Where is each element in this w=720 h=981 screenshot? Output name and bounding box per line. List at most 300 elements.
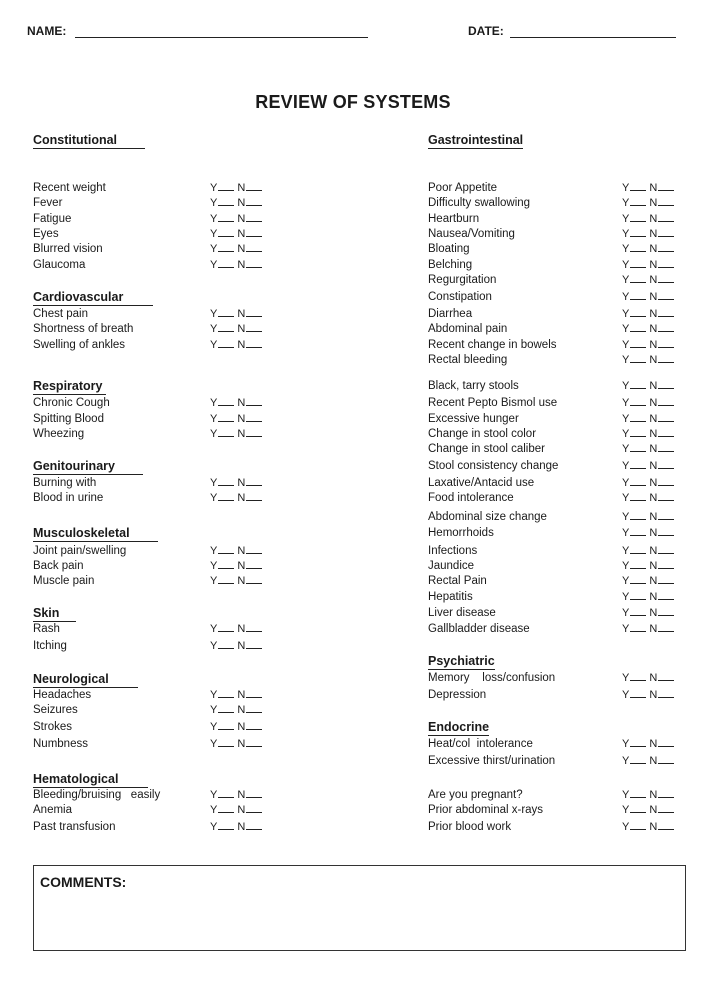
symptom-label: Prior abdominal x-rays	[428, 804, 544, 816]
no-label: N	[237, 308, 246, 320]
yes-blank[interactable]	[218, 396, 234, 406]
no-label: N	[237, 821, 246, 833]
yes-no-answer	[210, 181, 265, 195]
no-blank[interactable]	[246, 803, 262, 813]
no-label: N	[649, 259, 658, 271]
no-blank[interactable]	[246, 544, 262, 554]
no-blank[interactable]	[246, 338, 262, 348]
no-blank[interactable]	[658, 338, 674, 348]
yes-blank[interactable]	[218, 427, 234, 437]
symptom-label: Jaundice	[428, 560, 475, 572]
no-blank[interactable]	[658, 510, 674, 520]
yes-label: Y	[622, 477, 630, 489]
yes-blank[interactable]	[630, 559, 646, 569]
symptom-label: Blood in urine	[33, 492, 104, 504]
no-label: N	[237, 213, 246, 225]
yes-blank[interactable]	[630, 688, 646, 698]
yes-no-answer	[622, 227, 677, 241]
yes-label: Y	[622, 274, 630, 286]
yes-label: Y	[210, 228, 218, 240]
yes-blank[interactable]	[630, 196, 646, 206]
yes-blank[interactable]	[218, 688, 234, 698]
no-blank[interactable]	[246, 688, 262, 698]
no-blank[interactable]	[658, 820, 674, 830]
yes-blank[interactable]	[630, 820, 646, 830]
yes-no-answer	[210, 476, 265, 490]
yes-no-answer	[622, 379, 677, 393]
yes-no-answer	[210, 427, 265, 441]
yes-label: Y	[210, 308, 218, 320]
no-blank[interactable]	[246, 396, 262, 406]
symptom-label: Heartburn	[428, 213, 480, 225]
no-blank[interactable]	[658, 307, 674, 317]
no-blank[interactable]	[658, 412, 674, 422]
yes-no-answer	[622, 396, 677, 410]
no-blank[interactable]	[658, 590, 674, 600]
no-label: N	[649, 339, 658, 351]
yes-no-answer	[210, 803, 265, 817]
yes-label: Y	[210, 689, 218, 701]
section-heading-skin: Skin	[33, 606, 76, 622]
yes-blank[interactable]	[218, 338, 234, 348]
no-label: N	[649, 213, 658, 225]
yes-no-answer	[210, 703, 265, 717]
yes-no-answer	[622, 544, 677, 558]
no-blank[interactable]	[246, 307, 262, 317]
no-blank[interactable]	[658, 526, 674, 536]
symptom-label: Recent weight	[33, 182, 106, 194]
no-label: N	[649, 607, 658, 619]
yes-no-answer	[210, 639, 265, 653]
name-label: NAME:	[27, 24, 67, 38]
yes-label: Y	[210, 182, 218, 194]
symptom-label: Chest pain	[33, 308, 88, 320]
yes-blank[interactable]	[630, 396, 646, 406]
no-blank[interactable]	[658, 574, 674, 584]
no-blank[interactable]	[658, 754, 674, 764]
no-blank[interactable]	[658, 242, 674, 252]
yes-blank[interactable]	[218, 227, 234, 237]
symptom-label: Blurred vision	[33, 243, 103, 255]
no-label: N	[649, 623, 658, 635]
symptom-label: Bloating	[428, 243, 470, 255]
yes-blank[interactable]	[630, 526, 646, 536]
yes-no-answer	[210, 559, 265, 573]
symptom-label: Abdominal pain	[428, 323, 508, 335]
no-label: N	[237, 397, 246, 409]
yes-no-answer	[210, 242, 265, 256]
yes-label: Y	[622, 428, 630, 440]
section-heading-genitourinary: Genitourinary	[33, 459, 143, 475]
yes-no-answer	[210, 688, 265, 702]
no-blank[interactable]	[246, 258, 262, 268]
no-label: N	[649, 308, 658, 320]
yes-no-answer	[622, 622, 677, 636]
no-blank[interactable]	[246, 622, 262, 632]
yes-blank[interactable]	[630, 353, 646, 363]
no-label: N	[649, 380, 658, 392]
yes-blank[interactable]	[218, 181, 234, 191]
symptom-label: Belching	[428, 259, 473, 271]
yes-label: Y	[622, 607, 630, 619]
yes-label: Y	[622, 339, 630, 351]
symptom-label: Glaucoma	[33, 259, 86, 271]
no-label: N	[237, 545, 246, 557]
yes-blank[interactable]	[630, 181, 646, 191]
no-blank[interactable]	[658, 606, 674, 616]
no-blank[interactable]	[658, 181, 674, 191]
yes-blank[interactable]	[630, 212, 646, 222]
no-label: N	[237, 704, 246, 716]
yes-blank[interactable]	[630, 803, 646, 813]
section-heading-hematological: Hematological	[33, 772, 148, 788]
yes-no-answer	[622, 338, 677, 352]
no-blank[interactable]	[658, 196, 674, 206]
symptom-label: Spitting Blood	[33, 413, 104, 425]
symptom-label: Gallbladder disease	[428, 623, 530, 635]
no-blank[interactable]	[658, 396, 674, 406]
symptom-label: Fatigue	[33, 213, 72, 225]
yes-blank[interactable]	[218, 322, 234, 332]
yes-blank[interactable]	[218, 242, 234, 252]
yes-blank[interactable]	[630, 491, 646, 501]
yes-no-answer	[622, 526, 677, 540]
yes-label: Y	[622, 308, 630, 320]
no-label: N	[237, 492, 246, 504]
no-blank[interactable]	[658, 491, 674, 501]
yes-blank[interactable]	[630, 307, 646, 317]
symptom-label: Excessive thirst/urination	[428, 755, 556, 767]
no-blank[interactable]	[658, 273, 674, 283]
yes-no-answer	[210, 412, 265, 426]
yes-blank[interactable]	[630, 671, 646, 681]
yes-no-answer	[622, 590, 677, 604]
yes-label: Y	[210, 243, 218, 255]
no-label: N	[237, 804, 246, 816]
yes-blank[interactable]	[630, 606, 646, 616]
no-label: N	[649, 492, 658, 504]
no-label: N	[649, 460, 658, 472]
yes-label: Y	[622, 527, 630, 539]
no-label: N	[237, 228, 246, 240]
yes-label: Y	[622, 197, 630, 209]
yes-blank[interactable]	[630, 290, 646, 300]
yes-label: Y	[210, 640, 218, 652]
yes-blank[interactable]	[218, 788, 234, 798]
no-label: N	[649, 575, 658, 587]
yes-blank[interactable]	[630, 322, 646, 332]
yes-blank[interactable]	[218, 196, 234, 206]
yes-label: Y	[622, 323, 630, 335]
no-blank[interactable]	[246, 196, 262, 206]
yes-label: Y	[622, 672, 630, 684]
no-blank[interactable]	[658, 427, 674, 437]
no-label: N	[237, 689, 246, 701]
no-label: N	[649, 413, 658, 425]
yes-blank[interactable]	[630, 379, 646, 389]
yes-blank[interactable]	[218, 212, 234, 222]
no-label: N	[649, 228, 658, 240]
symptom-label: Change in stool caliber	[428, 443, 545, 455]
no-blank[interactable]	[246, 322, 262, 332]
no-blank[interactable]	[246, 720, 262, 730]
yes-no-answer	[210, 396, 265, 410]
symptom-label: Infections	[428, 545, 478, 557]
no-label: N	[649, 323, 658, 335]
no-blank[interactable]	[246, 820, 262, 830]
no-label: N	[649, 689, 658, 701]
yes-label: Y	[622, 789, 630, 801]
yes-no-answer	[622, 671, 677, 685]
yes-label: Y	[210, 560, 218, 572]
comments-label: COMMENTS:	[40, 874, 127, 890]
no-blank[interactable]	[658, 227, 674, 237]
no-label: N	[649, 672, 658, 684]
no-blank[interactable]	[658, 258, 674, 268]
no-blank[interactable]	[658, 476, 674, 486]
symptom-label: Depression	[428, 689, 487, 701]
yes-blank[interactable]	[630, 338, 646, 348]
section-heading-cardiovascular: Cardiovascular	[33, 290, 153, 306]
no-label: N	[649, 291, 658, 303]
no-label: N	[649, 511, 658, 523]
yes-label: Y	[622, 689, 630, 701]
no-blank[interactable]	[658, 544, 674, 554]
section-heading-endocrine: Endocrine	[428, 720, 490, 734]
no-label: N	[649, 755, 658, 767]
yes-blank[interactable]	[630, 510, 646, 520]
yes-no-answer	[210, 307, 265, 321]
yes-blank[interactable]	[630, 544, 646, 554]
yes-no-answer	[622, 212, 677, 226]
yes-no-answer	[622, 788, 677, 802]
yes-label: Y	[622, 545, 630, 557]
yes-label: Y	[210, 721, 218, 733]
no-label: N	[649, 182, 658, 194]
no-label: N	[649, 527, 658, 539]
symptom-label: Are you pregnant?	[428, 789, 523, 801]
yes-blank[interactable]	[218, 622, 234, 632]
yes-blank[interactable]	[218, 258, 234, 268]
yes-label: Y	[210, 213, 218, 225]
comments-box[interactable]	[33, 865, 686, 951]
yes-blank[interactable]	[630, 459, 646, 469]
no-blank[interactable]	[658, 212, 674, 222]
no-blank[interactable]	[246, 574, 262, 584]
yes-blank[interactable]	[630, 227, 646, 237]
no-label: N	[649, 274, 658, 286]
yes-blank[interactable]	[630, 242, 646, 252]
section-heading-respiratory: Respiratory	[33, 379, 106, 395]
yes-blank[interactable]	[630, 258, 646, 268]
yes-label: Y	[210, 804, 218, 816]
yes-no-answer	[622, 427, 677, 441]
yes-label: Y	[622, 228, 630, 240]
no-blank[interactable]	[246, 476, 262, 486]
yes-label: Y	[622, 380, 630, 392]
no-label: N	[237, 477, 246, 489]
no-label: N	[237, 640, 246, 652]
symptom-label: Headaches	[33, 689, 92, 701]
yes-blank[interactable]	[630, 754, 646, 764]
no-label: N	[237, 339, 246, 351]
yes-label: Y	[622, 213, 630, 225]
no-label: N	[649, 243, 658, 255]
yes-blank[interactable]	[218, 820, 234, 830]
yes-blank[interactable]	[630, 788, 646, 798]
symptom-label: Constipation	[428, 291, 492, 303]
no-label: N	[649, 477, 658, 489]
symptom-label: Anemia	[33, 804, 72, 816]
no-blank[interactable]	[658, 379, 674, 389]
no-blank[interactable]	[658, 671, 674, 681]
no-blank[interactable]	[658, 688, 674, 698]
yes-no-answer	[210, 720, 265, 734]
symptom-label: Heat/col intolerance	[428, 738, 533, 750]
no-blank[interactable]	[658, 559, 674, 569]
yes-blank[interactable]	[218, 720, 234, 730]
yes-label: Y	[622, 354, 630, 366]
no-blank[interactable]	[246, 559, 262, 569]
symptom-label: Fever	[33, 197, 63, 209]
yes-label: Y	[622, 755, 630, 767]
no-blank[interactable]	[658, 290, 674, 300]
yes-label: Y	[622, 560, 630, 572]
symptom-label: Rectal Pain	[428, 575, 487, 587]
no-label: N	[237, 560, 246, 572]
yes-blank[interactable]	[218, 703, 234, 713]
no-blank[interactable]	[246, 181, 262, 191]
yes-no-answer	[210, 338, 265, 352]
yes-blank[interactable]	[218, 803, 234, 813]
yes-label: Y	[210, 339, 218, 351]
no-blank[interactable]	[246, 212, 262, 222]
yes-blank[interactable]	[218, 491, 234, 501]
no-label: N	[237, 738, 246, 750]
yes-label: Y	[210, 738, 218, 750]
yes-blank[interactable]	[630, 427, 646, 437]
yes-blank[interactable]	[630, 412, 646, 422]
no-blank[interactable]	[246, 427, 262, 437]
yes-label: Y	[622, 443, 630, 455]
name-field[interactable]	[75, 37, 368, 38]
yes-blank[interactable]	[630, 622, 646, 632]
section-heading-gastrointestinal: Gastrointestinal	[428, 133, 524, 147]
no-label: N	[237, 243, 246, 255]
symptom-label: Chronic Cough	[33, 397, 110, 409]
yes-no-answer	[622, 688, 677, 702]
no-blank[interactable]	[246, 639, 262, 649]
symptom-label: Poor Appetite	[428, 182, 498, 194]
no-blank[interactable]	[658, 459, 674, 469]
no-blank[interactable]	[246, 242, 262, 252]
yes-no-answer	[210, 544, 265, 558]
yes-blank[interactable]	[630, 737, 646, 747]
yes-label: Y	[622, 623, 630, 635]
yes-no-answer	[622, 181, 677, 195]
no-label: N	[649, 397, 658, 409]
section-heading-musculoskeletal: Musculoskeletal	[33, 526, 158, 542]
yes-blank[interactable]	[218, 737, 234, 747]
yes-no-answer	[622, 491, 677, 505]
yes-label: Y	[622, 259, 630, 271]
no-blank[interactable]	[658, 322, 674, 332]
yes-blank[interactable]	[630, 476, 646, 486]
yes-blank[interactable]	[218, 544, 234, 554]
yes-no-answer	[622, 559, 677, 573]
yes-label: Y	[210, 397, 218, 409]
no-blank[interactable]	[658, 622, 674, 632]
yes-label: Y	[210, 259, 218, 271]
no-blank[interactable]	[246, 737, 262, 747]
yes-no-answer	[622, 353, 677, 367]
yes-blank[interactable]	[630, 574, 646, 584]
no-blank[interactable]	[246, 491, 262, 501]
yes-label: Y	[622, 821, 630, 833]
no-blank[interactable]	[246, 412, 262, 422]
yes-blank[interactable]	[630, 442, 646, 452]
yes-blank[interactable]	[218, 307, 234, 317]
yes-no-answer	[210, 737, 265, 751]
no-label: N	[237, 197, 246, 209]
yes-no-answer	[622, 442, 677, 456]
symptom-label: Shortness of breath	[33, 323, 134, 335]
symptom-label: Recent change in bowels	[428, 339, 557, 351]
yes-label: Y	[210, 623, 218, 635]
yes-no-answer	[622, 290, 677, 304]
no-label: N	[237, 623, 246, 635]
symptom-label: Joint pain/swelling	[33, 545, 127, 557]
yes-label: Y	[210, 197, 218, 209]
yes-no-answer	[622, 459, 677, 473]
yes-blank[interactable]	[218, 559, 234, 569]
no-blank[interactable]	[246, 227, 262, 237]
symptom-label: Difficulty swallowing	[428, 197, 531, 209]
yes-no-answer	[622, 273, 677, 287]
yes-blank[interactable]	[630, 590, 646, 600]
no-label: N	[649, 545, 658, 557]
yes-blank[interactable]	[218, 476, 234, 486]
no-blank[interactable]	[658, 803, 674, 813]
date-field[interactable]	[510, 37, 676, 38]
symptom-label: Hemorrhoids	[428, 527, 494, 539]
yes-no-answer	[210, 322, 265, 336]
no-blank[interactable]	[658, 737, 674, 747]
yes-blank[interactable]	[630, 273, 646, 283]
no-blank[interactable]	[246, 703, 262, 713]
no-label: N	[237, 575, 246, 587]
no-label: N	[649, 821, 658, 833]
symptom-label: Muscle pain	[33, 575, 95, 587]
symptom-label: Numbness	[33, 738, 88, 750]
yes-blank[interactable]	[218, 574, 234, 584]
yes-blank[interactable]	[218, 639, 234, 649]
yes-blank[interactable]	[218, 412, 234, 422]
symptom-label: Memory loss/confusion	[428, 672, 556, 684]
symptom-label: Regurgitation	[428, 274, 497, 286]
no-blank[interactable]	[658, 788, 674, 798]
symptom-label: Diarrhea	[428, 308, 473, 320]
no-blank[interactable]	[246, 788, 262, 798]
no-blank[interactable]	[658, 353, 674, 363]
symptom-label: Prior blood work	[428, 821, 512, 833]
symptom-label: Hepatitis	[428, 591, 473, 603]
no-label: N	[649, 197, 658, 209]
no-blank[interactable]	[658, 442, 674, 452]
symptom-label: Black, tarry stools	[428, 380, 519, 392]
symptom-label: Laxative/Antacid use	[428, 477, 535, 489]
symptom-label: Rectal bleeding	[428, 354, 508, 366]
